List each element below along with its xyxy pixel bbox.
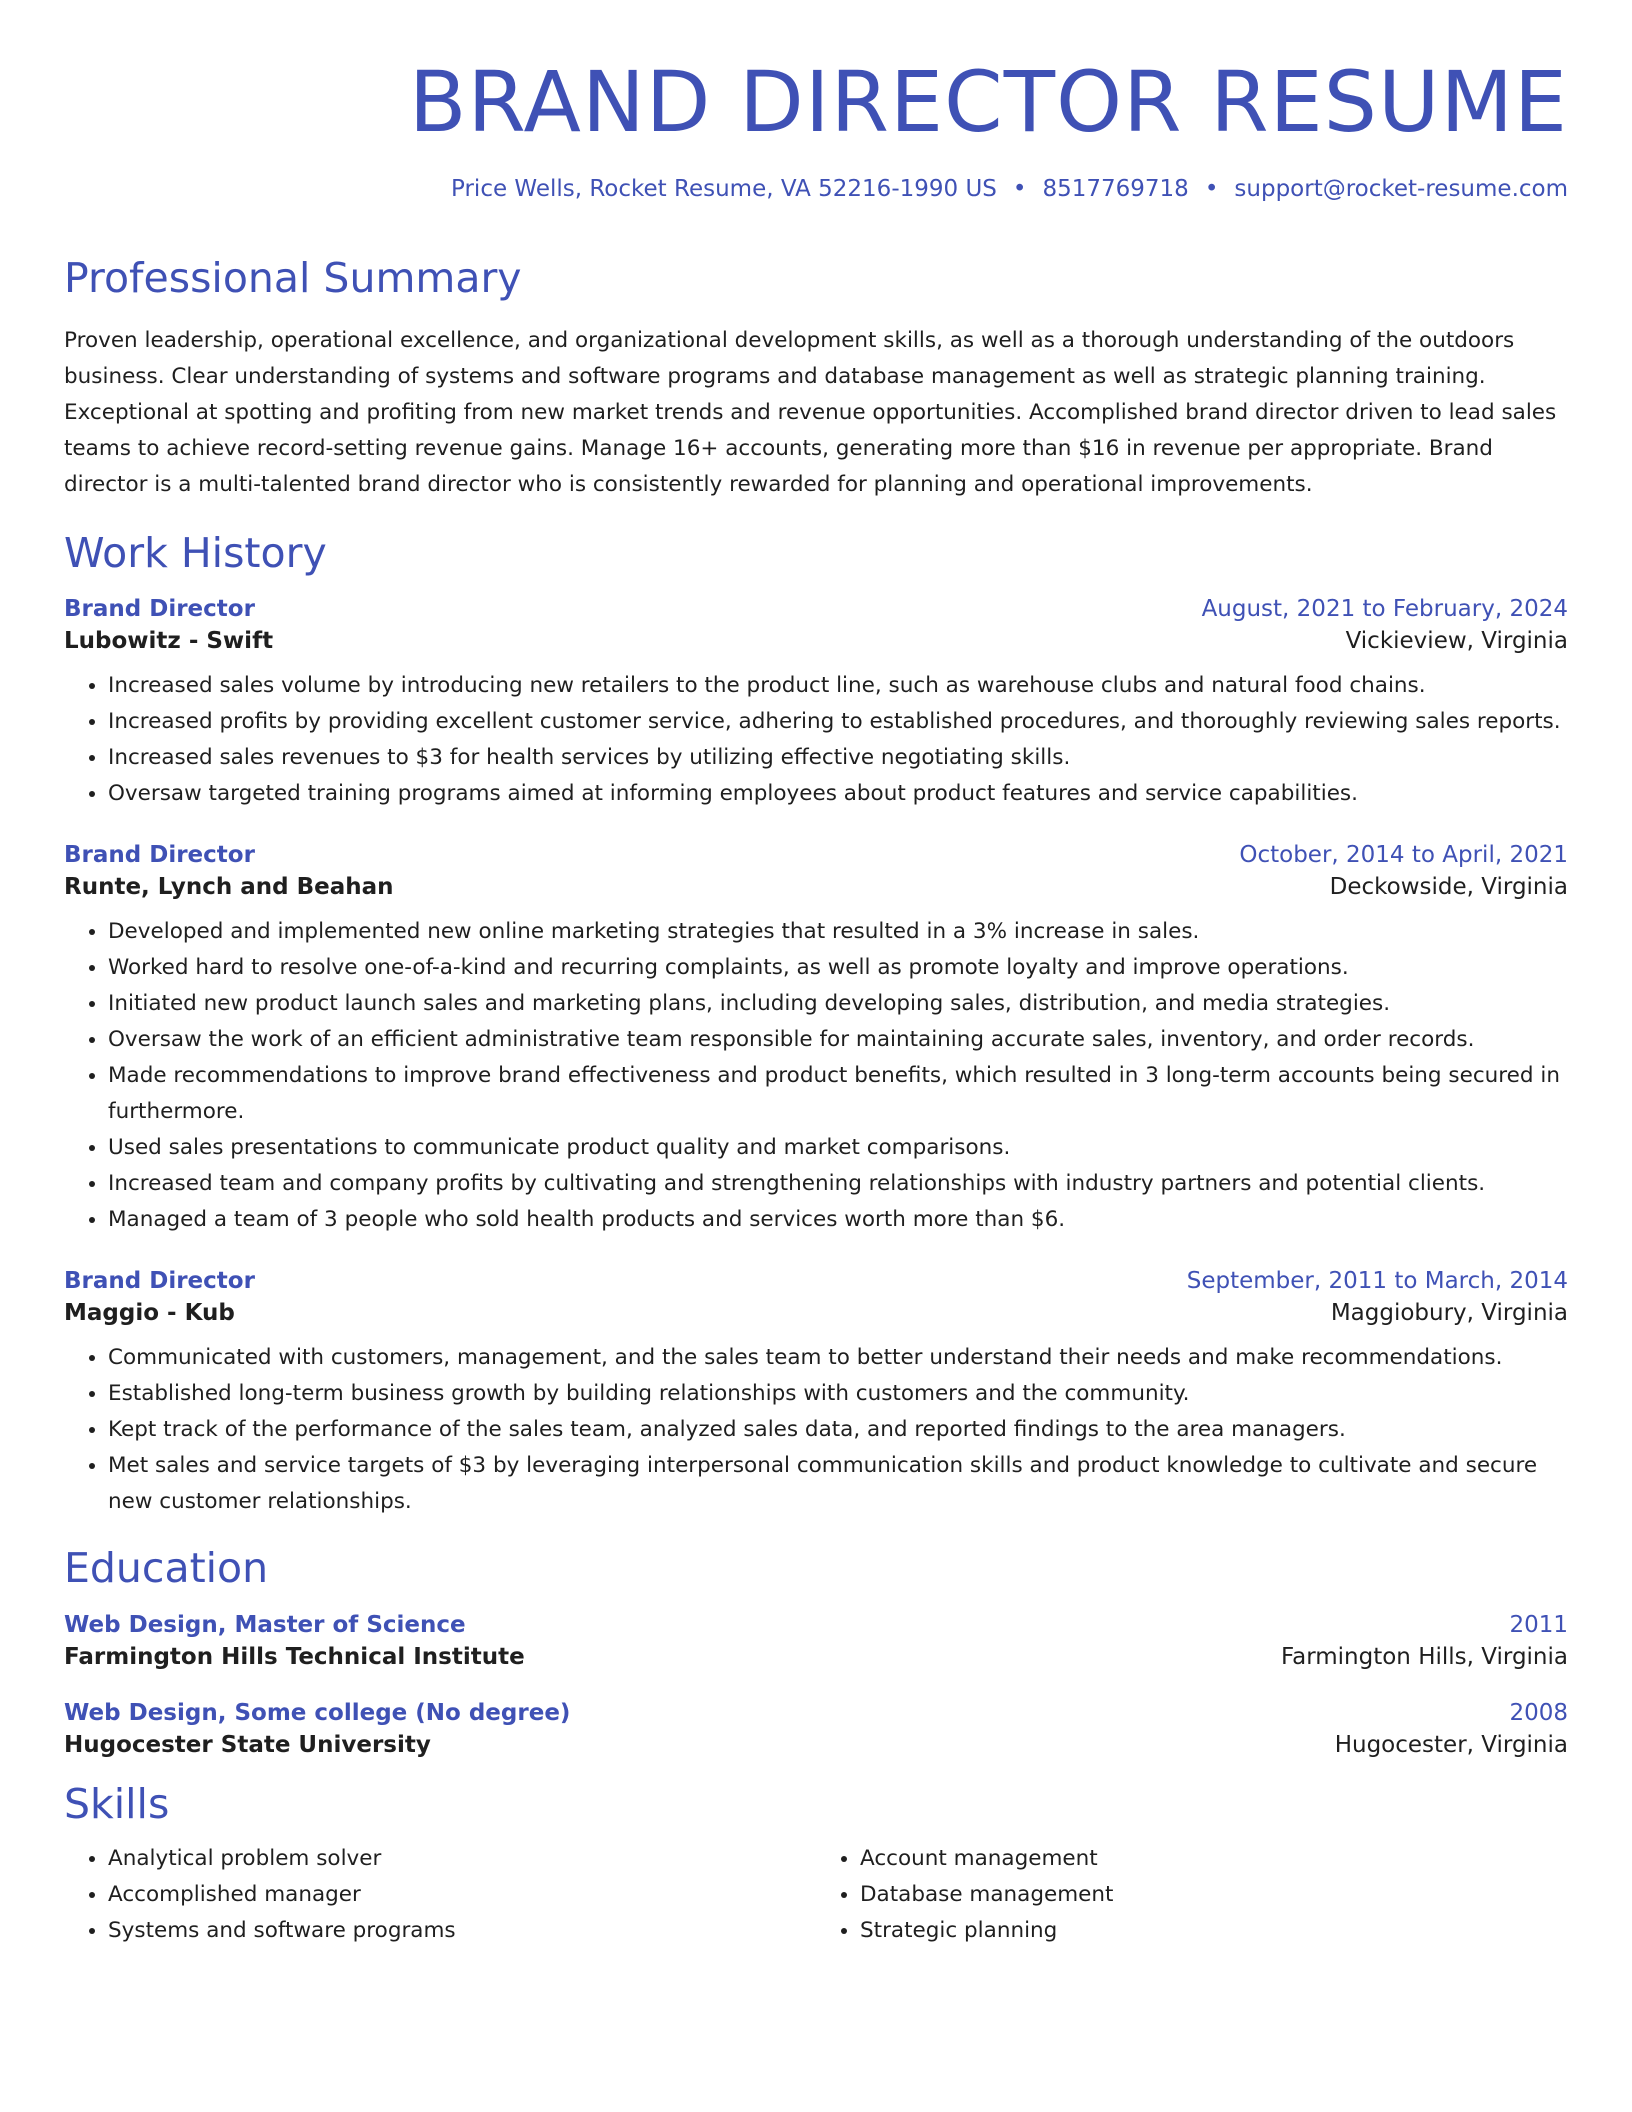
skills-columns [64,1841,1568,1949]
job-entry [64,842,1568,1238]
job-bullet: • Managed a team of 3 people who sold health products and services worth more than $6. [108,1202,1568,1238]
job-title: Brand Director [64,1268,255,1295]
education-location: Hugocester, Virginia [1334,1731,1568,1758]
job-bullet: • Made recommendations to improve brand effectiveness and product benefits, which resulted in 3 long-term accounts being secured in furthermore. [108,1058,1568,1130]
job-bullet: • Initiated new product launch sales and marketing plans, including developing sales, distribution, and media strategies. [108,986,1568,1022]
education-entry [64,1700,1568,1758]
job-header-row [64,596,1568,622]
job-company-row [64,1300,1568,1326]
job-bullet: • Developed and implemented new online marketing strategies that resulted in a 3% increase in sales. [108,914,1568,950]
education-school-row [64,1644,1568,1670]
contact-phone: 8517769718 [1042,176,1189,203]
job-bullet: • Worked hard to resolve one-of-a-kind and recurring complaints, as well as promote loyalty and improve operations. [108,950,1568,986]
education-location: Farmington Hills, Virginia [1280,1643,1568,1670]
job-bullet: • Met sales and service targets of $3 by leveraging interpersonal communication skills and product knowledge to cultivate and secure new customer relationships. [108,1448,1568,1520]
education-degree: Web Design, Some college (No degree) [64,1699,571,1726]
job-dates: September, 2011 to March, 2014 [1186,1268,1568,1295]
job-bullet: • Increased team and company profits by cultivating and strengthening relationships with industry partners and potential clients. [108,1166,1568,1202]
job-company: Lubowitz - Swift [64,628,274,655]
skill-item: • Accomplished manager [108,1877,816,1913]
education-school: Farmington Hills Technical Institute [64,1643,525,1670]
contact-separator: • [1204,176,1219,203]
job-bullet: • Communicated with customers, management, and the sales team to better understand their needs and make recommendations. [108,1340,1568,1376]
skill-item: • Analytical problem solver [108,1841,816,1877]
contact-email[interactable]: support@rocket-resume.com [1234,176,1568,203]
job-company-row [64,874,1568,900]
summary-heading: Professional Summary [64,253,522,302]
work-history-heading: Work History [64,529,327,578]
education-year: 2008 [1509,1699,1568,1726]
job-bullet: • Used sales presentations to communicate product quality and market comparisons. [108,1130,1568,1166]
summary-text: Proven leadership, operational excellence, and organizational development skills, as well as a thorough understanding of the outdoors business. Clear understanding of systems and software programs and database management as well as strategic planning training. Exceptional at spotting and profiting from new market trends and revenue opportunities. Accomplished brand director driven to lead sales teams to achieve record-setting revenue gains. Manage 16+ accounts, generating more than $16 in revenue per appropriate. Brand director is a multi-talented brand director who is consistently rewarded for planning and operational improvements. [64,328,1557,498]
job-company: Maggio - Kub [64,1300,235,1327]
job-bullet: • Increased profits by providing excellent customer service, adhering to established procedures, and thoroughly reviewing sales reports. [108,704,1568,740]
job-bullet: • Oversaw the work of an efficient administrative team responsible for maintaining accurate sales, inventory, and order records. [108,1022,1568,1058]
job-title: Brand Director [64,596,255,623]
education-degree: Web Design, Master of Science [64,1611,466,1638]
job-bullet: • Increased sales volume by introducing new retailers to the product line, such as warehouse clubs and natural food chains. [108,668,1568,704]
job-bullet: • Oversaw targeted training programs aimed at informing employees about product features and service capabilities. [108,776,1568,812]
skill-item: • Systems and software programs [108,1913,816,1949]
contact-separator: • [1012,176,1027,203]
job-entry [64,1268,1568,1520]
job-dates: August, 2021 to February, 2024 [1201,596,1568,623]
job-bullets [64,668,1568,812]
job-location: Vickieview, Virginia [1345,628,1568,655]
education-header-row [64,1612,1568,1638]
job-header-row [64,842,1568,868]
job-entry [64,596,1568,812]
job-company: Runte, Lynch and Beahan [64,874,394,901]
skill-item: • Account management [860,1841,1568,1877]
job-bullet: • Increased sales revenues to $3 for health services by utilizing effective negotiating skills. [108,740,1568,776]
job-dates: October, 2014 to April, 2021 [1239,842,1568,869]
contact-line [64,176,1568,204]
education-header-row [64,1700,1568,1726]
resume-title: BRAND DIRECTOR RESUME [408,53,1568,151]
job-company-row [64,628,1568,654]
job-bullet: • Kept track of the performance of the sales team, analyzed sales data, and reported findings to the area managers. [108,1412,1568,1448]
education-entry [64,1612,1568,1670]
job-bullets [64,1340,1568,1520]
skills-list-right [816,1841,1568,1949]
job-location: Deckowside, Virginia [1329,874,1568,901]
job-bullet: • Established long-term business growth by building relationships with customers and the community. [108,1376,1568,1412]
skill-item: • Database management [860,1877,1568,1913]
education-heading: Education [64,1544,269,1593]
job-bullets [64,914,1568,1238]
contact-address: Price Wells, Rocket Resume, VA 52216-1990 US [451,176,997,203]
job-header-row [64,1268,1568,1294]
skills-heading: Skills [64,1779,170,1828]
skill-item: • Strategic planning [860,1913,1568,1949]
skills-list-left [64,1841,816,1949]
job-location: Maggiobury, Virginia [1330,1300,1568,1327]
job-title: Brand Director [64,842,255,869]
education-year: 2011 [1509,1611,1568,1638]
education-school-row [64,1732,1568,1758]
education-school: Hugocester State University [64,1731,431,1758]
